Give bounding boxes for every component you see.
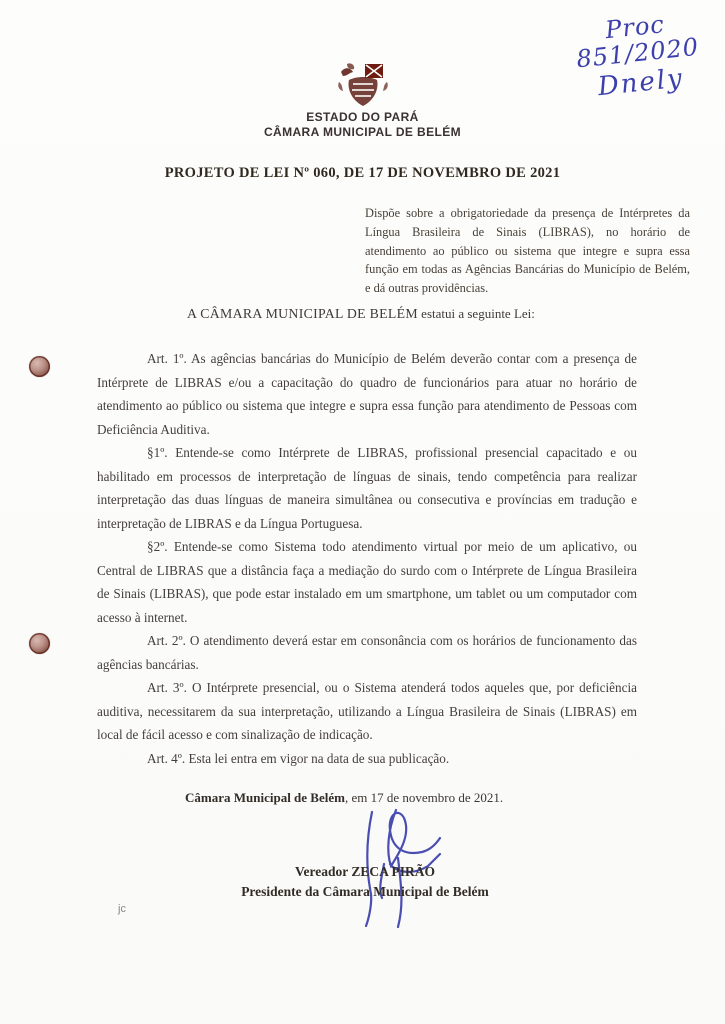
letterhead-chamber: CÂMARA MUNICIPAL DE BELÉM <box>263 125 462 139</box>
dateline <box>97 790 637 806</box>
document-title: PROJETO DE LEI Nº 060, DE 17 DE NOVEMBRO DE 2021 <box>164 165 561 181</box>
enacting-clause-rest: estatui a seguinte Lei: <box>417 306 535 321</box>
signature-block <box>90 862 640 902</box>
articles-body <box>97 347 637 770</box>
handwritten-note <box>548 5 725 106</box>
article-1-paragraph-1: §1º. Entende-se como Intérprete de LIBRAS, profissional presencial capacitado e ou habilitado em processos de interpretação de línguas de sinais, tendo competência para realizar interpretação das duas línguas de maneira simultânea ou consecutiva e províncias em tradução e interpretação de LIBRAS e da Língua Portuguesa. <box>97 445 637 531</box>
coat-of-arms-icon <box>335 62 391 110</box>
process-number: Proc 851/2020 <box>575 10 701 74</box>
dateline-date: , em 17 de novembro de 2021. <box>344 790 504 805</box>
paper-fastener-top <box>29 356 50 377</box>
enacting-clause-lead: A CÂMARA MUNICIPAL DE BELÉM <box>187 306 418 321</box>
rubric-initials: Dnely <box>596 63 686 103</box>
article-1: Art. 1º. As agências bancárias do Município de Belém deverão contar com a presença de Intérprete de LIBRAS e/ou a capacitação do quadro de funcionários para atuar no horário de atendimento ao público ou sistema que integre e supra essa função para atendimento de Pessoas com Deficiência Auditiva. <box>97 351 637 437</box>
letterhead-state: ESTADO DO PARÁ <box>306 110 419 124</box>
typist-initials: jc <box>118 903 126 915</box>
ementa-summary: Dispõe sobre a obrigatoriedade da presença de Intérpretes da Língua Brasileira de Sinais (LIBRAS), no horário de atendimento ao público ou sistema que integre e supra essa função em todas as Agências Bancárias do Município de Belém, e dá outras providências. <box>365 206 690 296</box>
paper-fastener-bottom <box>29 633 50 654</box>
article-4: Art. 4º. Esta lei entra em vigor na data de sua publicação. <box>147 750 450 766</box>
article-2: Art. 2º. O atendimento deverá estar em consonância com os horários de funcionamento das agências bancárias. <box>97 633 637 672</box>
enacting-clause <box>97 306 637 322</box>
signatory-title: Presidente da Câmara Municipal de Belém <box>241 884 489 899</box>
article-1-paragraph-2: §2º. Entende-se como Sistema todo atendimento virtual por meio de um aplicativo, ou Central de LIBRAS que a distância faça a mediação do surdo com o Intérprete de Língua Brasileira de Sinais (LIBRAS), que pode estar instalado em um smartphone, um tablet ou um computador com acesso à internet. <box>97 539 637 625</box>
signatory-name: Vereador ZECA PIRÃO <box>294 864 435 879</box>
dateline-place: Câmara Municipal de Belém <box>185 790 345 805</box>
article-3: Art. 3º. O Intérprete presencial, ou o Sistema atenderá todos aqueles que, por deficiência auditiva, necessitarem da sua interpretação, utilizando a Língua Brasileira de Sinais (LIBRAS) em local de fácil acesso e com sinalização de indicação. <box>97 680 637 742</box>
